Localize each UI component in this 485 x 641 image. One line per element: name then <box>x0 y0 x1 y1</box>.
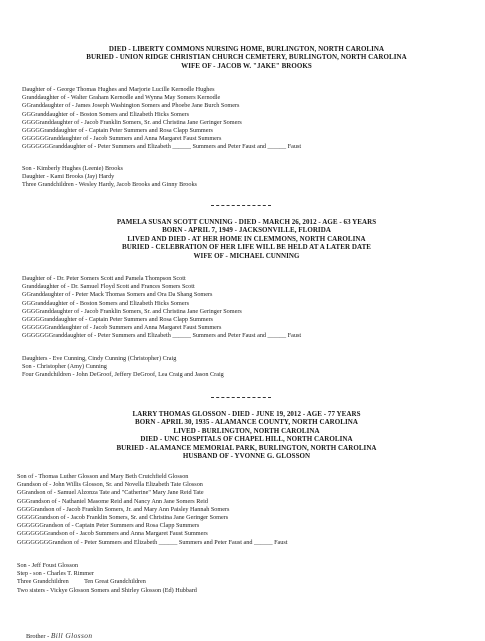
handwritten-name: Bill Glosson <box>50 631 93 640</box>
lineage-line: GGGGGGGrandson of - Jacob Summers and Anna Margaret Faust Summers <box>17 530 208 538</box>
lineage-line: GGGGGrandson of - Jacob Franklin Somers, Sr. and Christina Jane Geringer Somers <box>17 513 229 521</box>
header-line: HUSBAND OF - YVONNE G. GLOSSON <box>182 451 311 460</box>
family-line: Son - Christopher (Amy) Cunning <box>22 363 107 371</box>
section-divider <box>211 205 271 206</box>
header-line: LIVED - BURLINGTON, NORTH CAROLINA <box>173 426 320 435</box>
lineage-line: GGGGranddaughter of - Jacob Franklin Somers, Sr. and Christina Jane Geringer Somers <box>22 307 242 315</box>
lineage-line: GGGGGGranddaughter of - Jacob Summers and Anna Margaret Faust Summers <box>22 324 222 332</box>
lineage-line: GGranddaughter of - James Joseph Washington Somers and Phoebe Jane Burch Somers <box>22 102 240 110</box>
header-line: LARRY THOMAS GLOSSON - DIED - JUNE 19, 2012 - AGE - 77 YEARS <box>132 410 361 418</box>
lineage-line: GGGGGGrandson of - Captain Peter Summers and Rosa Clapp Summers <box>17 522 200 530</box>
lineage-line: Grandson of - John Willis Glosson, Sr. and Novella Elizabeth Tate Glosson <box>17 481 203 489</box>
lineage-line: GGGGGGranddaughter of - Jacob Summers and Anna Margaret Faust Summers <box>22 135 222 143</box>
family-line: Son - Kimberly Hughes (Leenie) Brooks <box>22 165 123 172</box>
family-line: Daughter - Kami Brooks (Jay) Hardy <box>22 173 115 181</box>
obituary-1-family <box>22 165 197 190</box>
header-line: WIFE OF - JACOB W. "JAKE" BROOKS <box>181 61 312 70</box>
obituary-3-header <box>24 410 469 460</box>
family-line: Three Grandchildren Ten Great Grandchildren <box>17 578 146 586</box>
obituary-1-header <box>24 45 469 70</box>
lineage-line: GGGGGGGranddaughter of - Peter Summers and Elizabeth ______ Summers and Peter Faust and ______ Faust <box>22 332 302 340</box>
family-line: Three Grandchildren - Wesley Hardy, Jacob Brooks and Ginny Brooks <box>22 181 197 189</box>
lineage-line: GGGGGGGGrandson of - Peter Summers and Elizabeth ______ Summers and Peter Faust and ______ Faust <box>17 538 288 546</box>
lineage-line: GGGGGGGranddaughter of - Peter Summers and Elizabeth ______ Summers and Peter Faust and ______ Faust <box>22 143 302 151</box>
obituary-2-header <box>24 218 469 260</box>
lineage-line: GGGGGranddaughter of - Captain Peter Summers and Rosa Clapp Summers <box>22 126 213 134</box>
header-line: PAMELA SUSAN SCOTT CUNNING - DIED - MARCH 26, 2012 - AGE - 63 YEARS <box>116 218 377 226</box>
header-line: BURIED - CELEBRATION OF HER LIFE WILL BE HELD AT A LATER DATE <box>121 243 372 252</box>
family-line: Son - Jeff Foust Glosson <box>17 562 79 569</box>
header-line: BORN - APRIL 7, 1949 - JACKSONVILLE, FLORIDA <box>162 226 331 235</box>
lineage-line: Granddaughter of - Walter Graham Kernodle and Wynna May Somers Kernodle <box>22 94 221 102</box>
header-line: BURIED - ALAMANCE MEMORIAL PARK, BURLINGTON, NORTH CAROLINA <box>116 443 377 452</box>
family-line: Four Grandchildren - John DeGroof, Jeffery DeGroof, Lea Craig and Jason Craig <box>22 371 224 379</box>
lineage-line: GGranddaughter of - Peter Mack Thomas Somers and Ora Da Shang Somers <box>22 291 213 299</box>
lineage-line: Son of - Thomas Luther Glosson and Mary Beth Crutchfield Glosson <box>17 473 189 480</box>
brother-label: Brother - <box>26 633 50 640</box>
obituary-3-family <box>17 562 197 595</box>
lineage-line: GGGranddaughter of - Boston Somers and Elizabeth Hicks Somers <box>22 299 190 307</box>
lineage-line: Granddaughter of - Dr. Samuel Floyd Scott and Frances Somers Scott <box>22 283 195 291</box>
lineage-line: GGGGGranddaughter of - Captain Peter Summers and Rosa Clapp Summers <box>22 315 213 323</box>
section-divider <box>211 397 271 398</box>
header-line: WIFE OF - MICHAEL CUNNING <box>193 251 300 260</box>
header-line: DIED - LIBERTY COMMONS NURSING HOME, BURLINGTON, NORTH CAROLINA <box>108 45 385 53</box>
brother-handwritten-line <box>26 631 92 640</box>
family-line: Two sisters - Vickye Glosson Somers and Shirley Glosson (Ed) Hubbard <box>17 586 197 594</box>
lineage-line: GGGrandson of - Nathaniel Masome Reid and Nancy Ann Jane Somers Reid <box>17 497 208 505</box>
lineage-line: Daughter of - Dr. Peter Somers Scott and Pamela Thompson Scott <box>22 275 186 282</box>
obituary-3-lineage <box>17 473 288 547</box>
lineage-line: Daughter of - George Thomas Hughes and Marjorie Lucille Kernodle Hughes <box>22 86 215 93</box>
obituary-2-lineage <box>22 275 301 341</box>
header-line: BORN - APRIL 30, 1935 - ALAMANCE COUNTY, NORTH CAROLINA <box>135 418 358 427</box>
header-line: DIED - UNC HOSPITALS OF CHAPEL HILL, NORTH CAROLINA <box>140 435 353 444</box>
family-line: Daughters - Eve Cunning, Cindy Cunning (Christopher) Craig <box>22 355 177 362</box>
header-line: LIVED AND DIED - AT HER HOME IN CLEMMONS, NORTH CAROLINA <box>127 234 366 243</box>
family-line: Step - son - Charles T. Rimmer <box>17 570 94 578</box>
obituary-1-lineage <box>22 86 301 152</box>
lineage-line: GGrandson of - Samuel Alzonza Tate and "Catherine" Mary Jane Reid Tate <box>17 489 204 497</box>
header-line: BURIED - UNION RIDGE CHRISTIAN CHURCH CEMETERY, BURLINGTON, NORTH CAROLINA <box>86 53 407 62</box>
lineage-line: GGGGranddaughter of - Jacob Franklin Somers, Sr. and Christina Jane Geringer Somers <box>22 118 242 126</box>
obituary-2-family <box>22 355 224 380</box>
lineage-line: GGGGrandson of - Jacob Franklin Somers, Jr. and Mary Ann Paisley Hannah Somers <box>17 505 230 513</box>
lineage-line: GGGranddaughter of - Boston Somers and Elizabeth Hicks Somers <box>22 110 190 118</box>
